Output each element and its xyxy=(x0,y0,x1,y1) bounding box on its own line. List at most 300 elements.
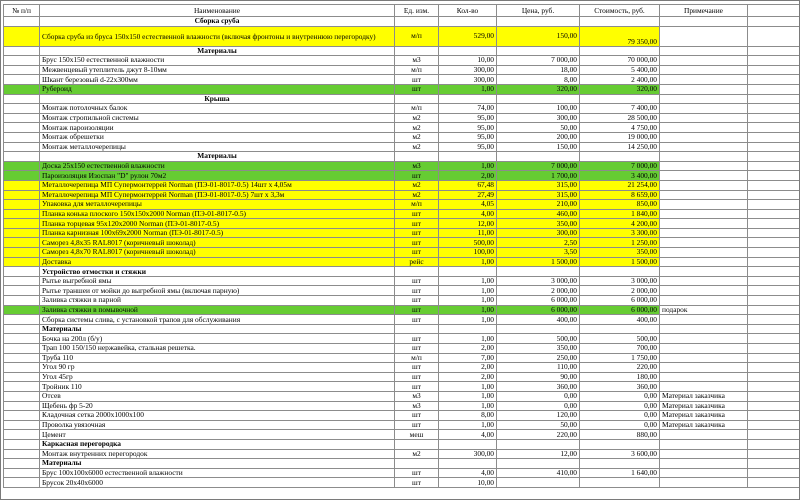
cell-no[interactable] xyxy=(4,152,40,162)
cell-cost[interactable]: 1 640,00 xyxy=(580,468,660,478)
cell-cost[interactable]: 700,00 xyxy=(580,344,660,354)
cell-cost[interactable] xyxy=(580,94,660,104)
cell-unit[interactable]: рейс xyxy=(395,257,439,267)
cell-unit[interactable]: шт xyxy=(395,305,439,315)
cell-unit[interactable]: м3 xyxy=(395,161,439,171)
cell-unit[interactable] xyxy=(395,459,439,469)
cell-qty[interactable]: 1,00 xyxy=(439,401,497,411)
cell-note[interactable] xyxy=(660,439,748,449)
cell-cost[interactable]: 70 000,00 xyxy=(580,56,660,66)
cell-qty[interactable]: 10,00 xyxy=(439,478,497,488)
cell-note[interactable] xyxy=(660,238,748,248)
cell-name[interactable]: Угол 45гр xyxy=(40,372,395,382)
cell-qty[interactable]: 7,00 xyxy=(439,353,497,363)
header-price[interactable]: Цена, руб. xyxy=(497,5,580,17)
cell-cost[interactable] xyxy=(580,267,660,277)
cell-unit[interactable]: шт xyxy=(395,382,439,392)
cell-unit[interactable] xyxy=(395,94,439,104)
cell-no[interactable] xyxy=(4,132,40,142)
cell-name[interactable]: Брус 100х100х6000 естественной влажности xyxy=(40,468,395,478)
cell-qty[interactable]: 100,00 xyxy=(439,248,497,258)
cell-no[interactable] xyxy=(4,75,40,85)
cell-name[interactable]: Щебень фр 5-20 xyxy=(40,401,395,411)
cell-note[interactable] xyxy=(660,94,748,104)
cell-qty[interactable]: 2,00 xyxy=(439,372,497,382)
cell-extra[interactable] xyxy=(748,449,800,459)
cell-price[interactable]: 8,00 xyxy=(497,75,580,85)
cell-cost[interactable]: 1 840,00 xyxy=(580,209,660,219)
cell-qty[interactable] xyxy=(439,17,497,27)
cell-cost[interactable]: 8 659,00 xyxy=(580,190,660,200)
cell-price[interactable]: 0,00 xyxy=(497,391,580,401)
cell-cost[interactable]: 19 000,00 xyxy=(580,132,660,142)
cell-price[interactable]: 1 700,00 xyxy=(497,171,580,181)
cell-price[interactable]: 110,00 xyxy=(497,363,580,373)
cell-extra[interactable] xyxy=(748,459,800,469)
cell-cost[interactable]: 14 250,00 xyxy=(580,142,660,152)
cell-extra[interactable] xyxy=(748,171,800,181)
cell-cost[interactable] xyxy=(580,459,660,469)
cell-extra[interactable] xyxy=(748,363,800,373)
cell-qty[interactable] xyxy=(439,46,497,56)
cell-name[interactable]: Кладочная сетка 2000х1000х100 xyxy=(40,411,395,421)
cell-extra[interactable] xyxy=(748,411,800,421)
cell-extra[interactable] xyxy=(748,65,800,75)
cell-price[interactable]: 90,00 xyxy=(497,372,580,382)
cell-price[interactable]: 150,00 xyxy=(497,26,580,46)
cell-cost[interactable]: 0,00 xyxy=(580,401,660,411)
cell-unit[interactable]: шт xyxy=(395,276,439,286)
cell-cost[interactable]: 4 200,00 xyxy=(580,219,660,229)
cell-name[interactable]: Тройник 110 xyxy=(40,382,395,392)
cell-no[interactable] xyxy=(4,171,40,181)
cell-note[interactable] xyxy=(660,171,748,181)
cell-unit[interactable]: м/п xyxy=(395,26,439,46)
cell-note[interactable] xyxy=(660,200,748,210)
cell-qty[interactable]: 95,00 xyxy=(439,113,497,123)
cell-no[interactable] xyxy=(4,449,40,459)
cell-price[interactable]: 410,00 xyxy=(497,468,580,478)
header-cost[interactable]: Стоимость, руб. xyxy=(580,5,660,17)
cell-unit[interactable]: м/п xyxy=(395,200,439,210)
cell-extra[interactable] xyxy=(748,75,800,85)
cell-cost[interactable]: 6 000,00 xyxy=(580,305,660,315)
cell-no[interactable] xyxy=(4,344,40,354)
cell-no[interactable] xyxy=(4,17,40,27)
cell-extra[interactable] xyxy=(748,257,800,267)
cell-cost[interactable]: 880,00 xyxy=(580,430,660,440)
cell-cost[interactable]: 5 400,00 xyxy=(580,65,660,75)
cell-no[interactable] xyxy=(4,84,40,94)
cell-name[interactable]: Каркасная перегородка xyxy=(40,439,395,449)
cell-name[interactable]: Сборка системы слива, с установкой трапов для обслуживания xyxy=(40,315,395,325)
cell-no[interactable] xyxy=(4,324,40,334)
cell-note[interactable] xyxy=(660,334,748,344)
cell-unit[interactable]: шт xyxy=(395,478,439,488)
cell-no[interactable] xyxy=(4,113,40,123)
cell-name[interactable]: Рытье выгребной ямы xyxy=(40,276,395,286)
cell-name[interactable]: Рубероид xyxy=(40,84,395,94)
cell-no[interactable] xyxy=(4,420,40,430)
cell-note[interactable] xyxy=(660,219,748,229)
cell-extra[interactable] xyxy=(748,286,800,296)
cell-cost[interactable]: 3 000,00 xyxy=(580,276,660,286)
cell-note[interactable] xyxy=(660,344,748,354)
cell-extra[interactable] xyxy=(748,267,800,277)
cell-name[interactable]: Сборка сруба xyxy=(40,17,395,27)
cell-qty[interactable]: 10,00 xyxy=(439,56,497,66)
cell-qty[interactable]: 1,00 xyxy=(439,420,497,430)
header-no[interactable]: № п/п xyxy=(4,5,40,17)
cell-price[interactable] xyxy=(497,267,580,277)
cell-qty[interactable]: 4,00 xyxy=(439,468,497,478)
cell-note[interactable] xyxy=(660,75,748,85)
cell-cost[interactable]: 400,00 xyxy=(580,315,660,325)
cell-unit[interactable]: шт xyxy=(395,75,439,85)
cell-note[interactable] xyxy=(660,372,748,382)
cell-cost[interactable]: 21 254,00 xyxy=(580,180,660,190)
cell-qty[interactable] xyxy=(439,152,497,162)
cell-no[interactable] xyxy=(4,478,40,488)
cell-qty[interactable] xyxy=(439,324,497,334)
cell-cost[interactable]: 6 000,00 xyxy=(580,296,660,306)
cell-extra[interactable] xyxy=(748,401,800,411)
cell-extra[interactable] xyxy=(748,439,800,449)
header-name[interactable]: Наименование xyxy=(40,5,395,17)
cell-no[interactable] xyxy=(4,190,40,200)
cell-no[interactable] xyxy=(4,468,40,478)
cell-no[interactable] xyxy=(4,372,40,382)
cell-unit[interactable] xyxy=(395,439,439,449)
cell-unit[interactable]: м2 xyxy=(395,190,439,200)
cell-price[interactable]: 250,00 xyxy=(497,353,580,363)
cell-name[interactable]: Материалы xyxy=(40,324,395,334)
cell-extra[interactable] xyxy=(748,305,800,315)
cell-price[interactable] xyxy=(497,459,580,469)
cell-unit[interactable]: м3 xyxy=(395,391,439,401)
cell-cost[interactable]: 2 400,00 xyxy=(580,75,660,85)
cell-unit[interactable]: шт xyxy=(395,315,439,325)
cell-no[interactable] xyxy=(4,334,40,344)
cell-extra[interactable] xyxy=(748,200,800,210)
cell-no[interactable] xyxy=(4,65,40,75)
cell-qty[interactable]: 1,00 xyxy=(439,84,497,94)
cell-note[interactable] xyxy=(660,315,748,325)
cell-unit[interactable]: м2 xyxy=(395,180,439,190)
cell-cost[interactable] xyxy=(580,17,660,27)
cell-unit[interactable]: шт xyxy=(395,420,439,430)
cell-no[interactable] xyxy=(4,26,40,46)
cell-name[interactable]: Пароизоляция Изоспан "D" рулон 70м2 xyxy=(40,171,395,181)
cell-unit[interactable]: шт xyxy=(395,344,439,354)
cell-cost[interactable]: 2 000,00 xyxy=(580,286,660,296)
cell-price[interactable]: 320,00 xyxy=(497,84,580,94)
cell-unit[interactable]: шт xyxy=(395,238,439,248)
cell-extra[interactable] xyxy=(748,468,800,478)
cell-no[interactable] xyxy=(4,228,40,238)
cell-name[interactable]: Межвенцевый утеплитель джут 8-10мм xyxy=(40,65,395,75)
cell-name[interactable]: Труба 110 xyxy=(40,353,395,363)
cell-extra[interactable] xyxy=(748,353,800,363)
cell-note[interactable] xyxy=(660,65,748,75)
cell-qty[interactable]: 1,00 xyxy=(439,296,497,306)
cell-no[interactable] xyxy=(4,267,40,277)
cell-unit[interactable]: м3 xyxy=(395,401,439,411)
cell-cost[interactable] xyxy=(580,152,660,162)
cell-qty[interactable]: 500,00 xyxy=(439,238,497,248)
cell-unit[interactable]: шт xyxy=(395,171,439,181)
cell-qty[interactable]: 2,00 xyxy=(439,363,497,373)
cell-note[interactable]: Материал заказчика xyxy=(660,401,748,411)
cell-note[interactable] xyxy=(660,17,748,27)
cell-unit[interactable] xyxy=(395,324,439,334)
cell-price[interactable]: 210,00 xyxy=(497,200,580,210)
cell-price[interactable]: 3,50 xyxy=(497,248,580,258)
cell-unit[interactable]: шт xyxy=(395,411,439,421)
cell-name[interactable]: Саморез 4,8х70 RAL8017 (коричневый шоколад) xyxy=(40,248,395,258)
cell-qty[interactable]: 27,49 xyxy=(439,190,497,200)
cell-extra[interactable] xyxy=(748,219,800,229)
cell-cost[interactable]: 320,00 xyxy=(580,84,660,94)
cell-extra[interactable] xyxy=(748,430,800,440)
cell-note[interactable] xyxy=(660,180,748,190)
cell-name[interactable]: Цемент xyxy=(40,430,395,440)
cell-qty[interactable]: 1,00 xyxy=(439,286,497,296)
cell-qty[interactable]: 4,00 xyxy=(439,430,497,440)
cell-no[interactable] xyxy=(4,382,40,392)
cell-qty[interactable]: 2,00 xyxy=(439,171,497,181)
cell-cost[interactable]: 0,00 xyxy=(580,411,660,421)
cell-name[interactable]: Брусок 20х40х6000 xyxy=(40,478,395,488)
cell-unit[interactable]: м/п xyxy=(395,65,439,75)
cell-no[interactable] xyxy=(4,411,40,421)
cell-price[interactable]: 350,00 xyxy=(497,344,580,354)
cell-note[interactable] xyxy=(660,142,748,152)
cell-extra[interactable] xyxy=(748,190,800,200)
cell-name[interactable]: Материалы xyxy=(40,46,395,56)
cell-qty[interactable] xyxy=(439,439,497,449)
cell-unit[interactable]: м/п xyxy=(395,104,439,114)
cell-name[interactable]: Устройство отмостки и стяжки xyxy=(40,267,395,277)
cell-note[interactable] xyxy=(660,286,748,296)
cell-no[interactable] xyxy=(4,391,40,401)
cell-qty[interactable]: 1,00 xyxy=(439,305,497,315)
cell-price[interactable]: 18,00 xyxy=(497,65,580,75)
cell-price[interactable]: 315,00 xyxy=(497,190,580,200)
cell-no[interactable] xyxy=(4,248,40,258)
cell-price[interactable]: 200,00 xyxy=(497,132,580,142)
header-empty[interactable] xyxy=(748,5,800,17)
cell-qty[interactable]: 11,00 xyxy=(439,228,497,238)
cell-cost[interactable]: 7 000,00 xyxy=(580,161,660,171)
cell-extra[interactable] xyxy=(748,420,800,430)
cell-price[interactable]: 12,00 xyxy=(497,449,580,459)
cell-name[interactable]: Проволка увязочная xyxy=(40,420,395,430)
cell-price[interactable]: 1 500,00 xyxy=(497,257,580,267)
cell-qty[interactable]: 8,00 xyxy=(439,411,497,421)
cell-note[interactable] xyxy=(660,459,748,469)
cell-extra[interactable] xyxy=(748,324,800,334)
cell-unit[interactable] xyxy=(395,46,439,56)
cell-unit[interactable]: шт xyxy=(395,228,439,238)
cell-note[interactable] xyxy=(660,56,748,66)
cell-extra[interactable] xyxy=(748,94,800,104)
cell-no[interactable] xyxy=(4,276,40,286)
cell-extra[interactable] xyxy=(748,382,800,392)
cell-unit[interactable]: шт xyxy=(395,363,439,373)
cell-extra[interactable] xyxy=(748,46,800,56)
cell-extra[interactable] xyxy=(748,56,800,66)
cell-no[interactable] xyxy=(4,305,40,315)
cell-note[interactable] xyxy=(660,478,748,488)
cell-note[interactable] xyxy=(660,161,748,171)
cell-no[interactable] xyxy=(4,286,40,296)
cell-extra[interactable] xyxy=(748,296,800,306)
cell-extra[interactable] xyxy=(748,84,800,94)
cell-extra[interactable] xyxy=(748,248,800,258)
cell-qty[interactable]: 4,00 xyxy=(439,209,497,219)
cell-unit[interactable]: шт xyxy=(395,84,439,94)
cell-cost[interactable]: 4 750,00 xyxy=(580,123,660,133)
cell-note[interactable] xyxy=(660,430,748,440)
cell-price[interactable]: 3 000,00 xyxy=(497,276,580,286)
cell-name[interactable]: Материалы xyxy=(40,459,395,469)
cell-qty[interactable]: 4,05 xyxy=(439,200,497,210)
cell-name[interactable]: Саморез 4,8х35 RAL8017 (коричневый шоколад) xyxy=(40,238,395,248)
cell-name[interactable]: Металлочерепица МП Супермонтеррей Norman (ПЭ-01-8017-0.5) 14шт х 4,05м xyxy=(40,180,395,190)
cell-extra[interactable] xyxy=(748,276,800,286)
cell-no[interactable] xyxy=(4,94,40,104)
cell-price[interactable] xyxy=(497,94,580,104)
cell-price[interactable]: 300,00 xyxy=(497,113,580,123)
cell-price[interactable]: 360,00 xyxy=(497,382,580,392)
header-note[interactable]: Примечание xyxy=(660,5,748,17)
cell-qty[interactable] xyxy=(439,94,497,104)
cell-price[interactable] xyxy=(497,324,580,334)
cell-qty[interactable]: 1,00 xyxy=(439,382,497,392)
cell-extra[interactable] xyxy=(748,161,800,171)
cell-cost[interactable]: 180,00 xyxy=(580,372,660,382)
cell-price[interactable] xyxy=(497,439,580,449)
cell-note[interactable]: Материал заказчика xyxy=(660,420,748,430)
cell-note[interactable] xyxy=(660,132,748,142)
cell-name[interactable]: Бочка на 200л (б/у) xyxy=(40,334,395,344)
cell-name[interactable]: Металлочерепица МП Супермонтеррей Norman (ПЭ-01-8017-0.5) 7шт х 3,3м xyxy=(40,190,395,200)
cell-no[interactable] xyxy=(4,161,40,171)
cell-no[interactable] xyxy=(4,219,40,229)
cell-unit[interactable] xyxy=(395,17,439,27)
cell-extra[interactable] xyxy=(748,372,800,382)
cell-extra[interactable] xyxy=(748,315,800,325)
cell-note[interactable] xyxy=(660,449,748,459)
cell-cost[interactable]: 3 300,00 xyxy=(580,228,660,238)
cell-note[interactable] xyxy=(660,363,748,373)
cell-price[interactable]: 0,00 xyxy=(497,401,580,411)
cell-name[interactable]: Монтаж металлочерепицы xyxy=(40,142,395,152)
cell-no[interactable] xyxy=(4,296,40,306)
cell-no[interactable] xyxy=(4,200,40,210)
cell-unit[interactable]: шт xyxy=(395,248,439,258)
cell-cost[interactable]: 350,00 xyxy=(580,248,660,258)
cell-cost[interactable]: 3 600,00 xyxy=(580,449,660,459)
cell-cost[interactable] xyxy=(580,46,660,56)
cell-note[interactable] xyxy=(660,353,748,363)
cell-cost[interactable]: 500,00 xyxy=(580,334,660,344)
cell-price[interactable] xyxy=(497,17,580,27)
cell-price[interactable]: 6 000,00 xyxy=(497,296,580,306)
cell-price[interactable] xyxy=(497,478,580,488)
cell-qty[interactable] xyxy=(439,459,497,469)
cell-extra[interactable] xyxy=(748,334,800,344)
cell-cost[interactable]: 1 750,00 xyxy=(580,353,660,363)
cell-note[interactable]: Материал заказчика xyxy=(660,411,748,421)
cell-name[interactable]: Планка конька плоского 150х150х2000 Norman (ПЭ-01-8017-0.5) xyxy=(40,209,395,219)
cell-no[interactable] xyxy=(4,123,40,133)
cell-unit[interactable]: шт xyxy=(395,219,439,229)
cell-name[interactable]: Доска 25х150 естественной влажности xyxy=(40,161,395,171)
cell-name[interactable]: Угол 90 гр xyxy=(40,363,395,373)
cell-unit[interactable]: меш xyxy=(395,430,439,440)
cell-name[interactable]: Монтаж обрешетки xyxy=(40,132,395,142)
cell-cost[interactable]: 3 400,00 xyxy=(580,171,660,181)
cell-extra[interactable] xyxy=(748,123,800,133)
cell-unit[interactable]: м/п xyxy=(395,353,439,363)
cell-extra[interactable] xyxy=(748,132,800,142)
cell-price[interactable]: 400,00 xyxy=(497,315,580,325)
cell-name[interactable]: Планка торцевая 95х120х2000 Norman (ПЭ-01-8017-0.5) xyxy=(40,219,395,229)
cell-cost[interactable]: 28 500,00 xyxy=(580,113,660,123)
cell-no[interactable] xyxy=(4,353,40,363)
cell-qty[interactable]: 1,00 xyxy=(439,276,497,286)
cell-no[interactable] xyxy=(4,439,40,449)
cell-note[interactable] xyxy=(660,123,748,133)
cell-unit[interactable]: м2 xyxy=(395,113,439,123)
cell-unit[interactable]: м2 xyxy=(395,449,439,459)
cell-qty[interactable]: 300,00 xyxy=(439,75,497,85)
cell-extra[interactable] xyxy=(748,478,800,488)
cell-cost[interactable]: 79 350,00 xyxy=(580,26,660,46)
cell-extra[interactable] xyxy=(748,228,800,238)
cell-note[interactable] xyxy=(660,257,748,267)
cell-note[interactable]: Материал заказчика xyxy=(660,391,748,401)
cell-qty[interactable]: 1,00 xyxy=(439,257,497,267)
cell-qty[interactable]: 529,00 xyxy=(439,26,497,46)
cell-cost[interactable]: 1 250,00 xyxy=(580,238,660,248)
cell-note[interactable]: подарок xyxy=(660,305,748,315)
cell-cost[interactable] xyxy=(580,439,660,449)
cell-no[interactable] xyxy=(4,257,40,267)
cell-price[interactable]: 50,00 xyxy=(497,420,580,430)
cell-qty[interactable]: 67,48 xyxy=(439,180,497,190)
cell-qty[interactable]: 1,00 xyxy=(439,161,497,171)
cell-extra[interactable] xyxy=(748,238,800,248)
cell-no[interactable] xyxy=(4,401,40,411)
cell-no[interactable] xyxy=(4,142,40,152)
cell-price[interactable]: 50,00 xyxy=(497,123,580,133)
cell-qty[interactable]: 95,00 xyxy=(439,123,497,133)
cell-unit[interactable]: м2 xyxy=(395,132,439,142)
cell-name[interactable]: Монтаж пароизоляции xyxy=(40,123,395,133)
cell-price[interactable]: 2 000,00 xyxy=(497,286,580,296)
cell-price[interactable]: 300,00 xyxy=(497,228,580,238)
cell-note[interactable] xyxy=(660,324,748,334)
cell-qty[interactable]: 95,00 xyxy=(439,132,497,142)
cell-cost[interactable] xyxy=(580,324,660,334)
cell-extra[interactable] xyxy=(748,113,800,123)
cell-name[interactable]: Рытье траншеи от мойки до выгребной ямы (включая парную) xyxy=(40,286,395,296)
cell-note[interactable] xyxy=(660,190,748,200)
cell-price[interactable]: 6 000,00 xyxy=(497,305,580,315)
